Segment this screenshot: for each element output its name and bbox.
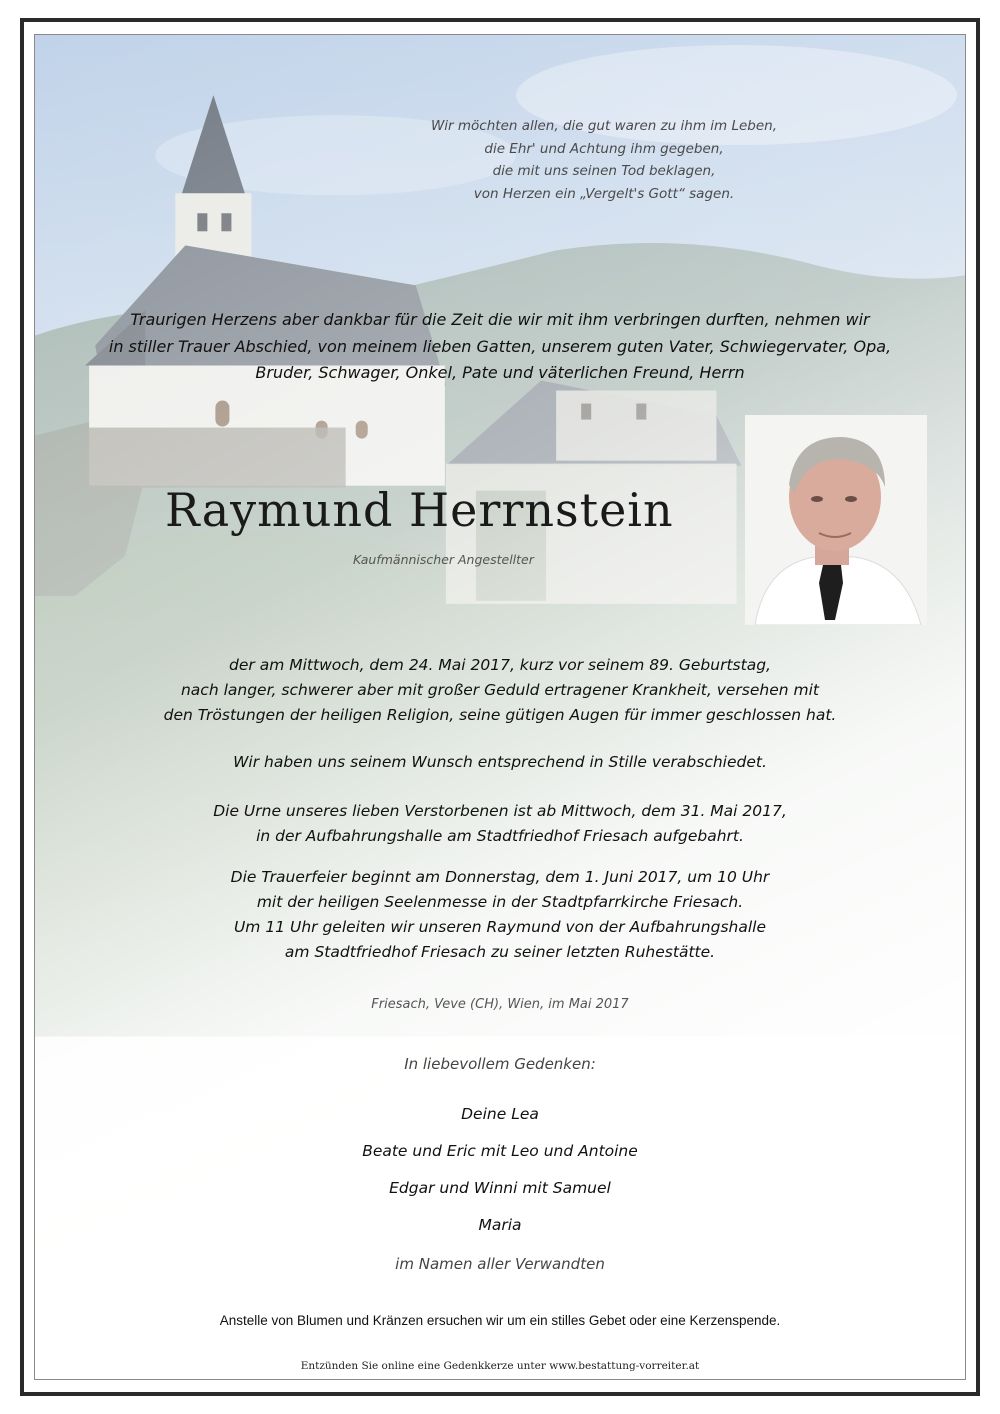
- intro-line: in stiller Trauer Abschied, von meinem lieben Gatten, unserem guten Vater, Schwiegervater, Opa,: [108, 336, 892, 356]
- place-date: Friesach, Veve (CH), Wien, im Mai 2017: [371, 997, 629, 1012]
- poem-line: von Herzen ein „Vergelt's Gott“ sagen.: [473, 185, 735, 202]
- family-member: Edgar und Winni mit Samuel: [389, 1179, 611, 1197]
- poem: [417, 115, 791, 205]
- outer-frame: [20, 18, 980, 1396]
- deceased-profession: Kaufmännischer Angestellter: [353, 552, 534, 567]
- donation-note: Anstelle von Blumen und Kränzen ersuchen wir um ein stilles Gebet oder eine Kerzenspende.: [219, 1313, 781, 1328]
- poem-line: die Ehr' und Achtung ihm gegeben,: [484, 140, 724, 157]
- viewing-line: in der Aufbahrungshalle am Stadtfriedhof Friesach aufgebahrt.: [256, 827, 744, 845]
- viewing-paragraph: [75, 799, 925, 849]
- intro-line: Bruder, Schwager, Onkel, Pate und väterlichen Freund, Herrn: [255, 363, 745, 382]
- ceremony-line: Die Trauerfeier beginnt am Donnerstag, dem 1. Juni 2017, um 10 Uhr: [230, 868, 770, 886]
- poem-line: die mit uns seinen Tod beklagen,: [492, 163, 716, 179]
- family-member: Deine Lea: [461, 1105, 539, 1123]
- viewing-line: Die Urne unseres lieben Verstorbenen ist ab Mittwoch, dem 31. Mai 2017,: [213, 802, 787, 820]
- death-notice-line: nach langer, schwerer aber mit großer Geduld ertragener Krankheit, versehen mit: [180, 681, 819, 699]
- ceremony-line: am Stadtfriedhof Friesach zu seiner letzten Ruhestätte.: [284, 943, 716, 961]
- poem-line: Wir möchten allen, die gut waren zu ihm im Leben,: [430, 118, 778, 134]
- death-notice-line: der am Mittwoch, dem 24. Mai 2017, kurz vor seinem 89. Geburtstag,: [229, 656, 771, 674]
- ceremony-line: Um 11 Uhr geleiten wir unseren Raymund von der Aufbahrungshalle: [233, 918, 767, 936]
- wish-paragraph: [75, 750, 925, 775]
- family-member: Beate und Eric mit Leo und Antoine: [362, 1142, 638, 1160]
- ceremony-paragraph: [75, 865, 925, 965]
- inner-frame: [34, 34, 966, 1380]
- death-notice-paragraph: [75, 653, 925, 728]
- memorial-website-note: Entzünden Sie online eine Gedenkkerze unter www.bestattung-vorreiter.at: [300, 1360, 700, 1372]
- intro-line: Traurigen Herzens aber dankbar für die Zeit die wir mit ihm verbringen durften, nehmen wir: [130, 310, 870, 329]
- intro-paragraph: [75, 307, 925, 387]
- relatives-note: im Namen aller Verwandten: [395, 1255, 605, 1273]
- deceased-name: Raymund Herrnstein: [165, 483, 674, 537]
- in-memory-heading: In liebevollem Gedenken:: [404, 1055, 596, 1073]
- family-list: [75, 1096, 925, 1244]
- wish-line: Wir haben uns seinem Wunsch entsprechend in Stille verabschiedet.: [233, 753, 767, 771]
- death-notice-line: den Tröstungen der heiligen Religion, seine gütigen Augen für immer geschlossen hat.: [163, 706, 837, 724]
- family-member: Maria: [478, 1216, 522, 1234]
- ceremony-line: mit der heiligen Seelenmesse in der Stadtpfarrkirche Friesach.: [256, 893, 744, 911]
